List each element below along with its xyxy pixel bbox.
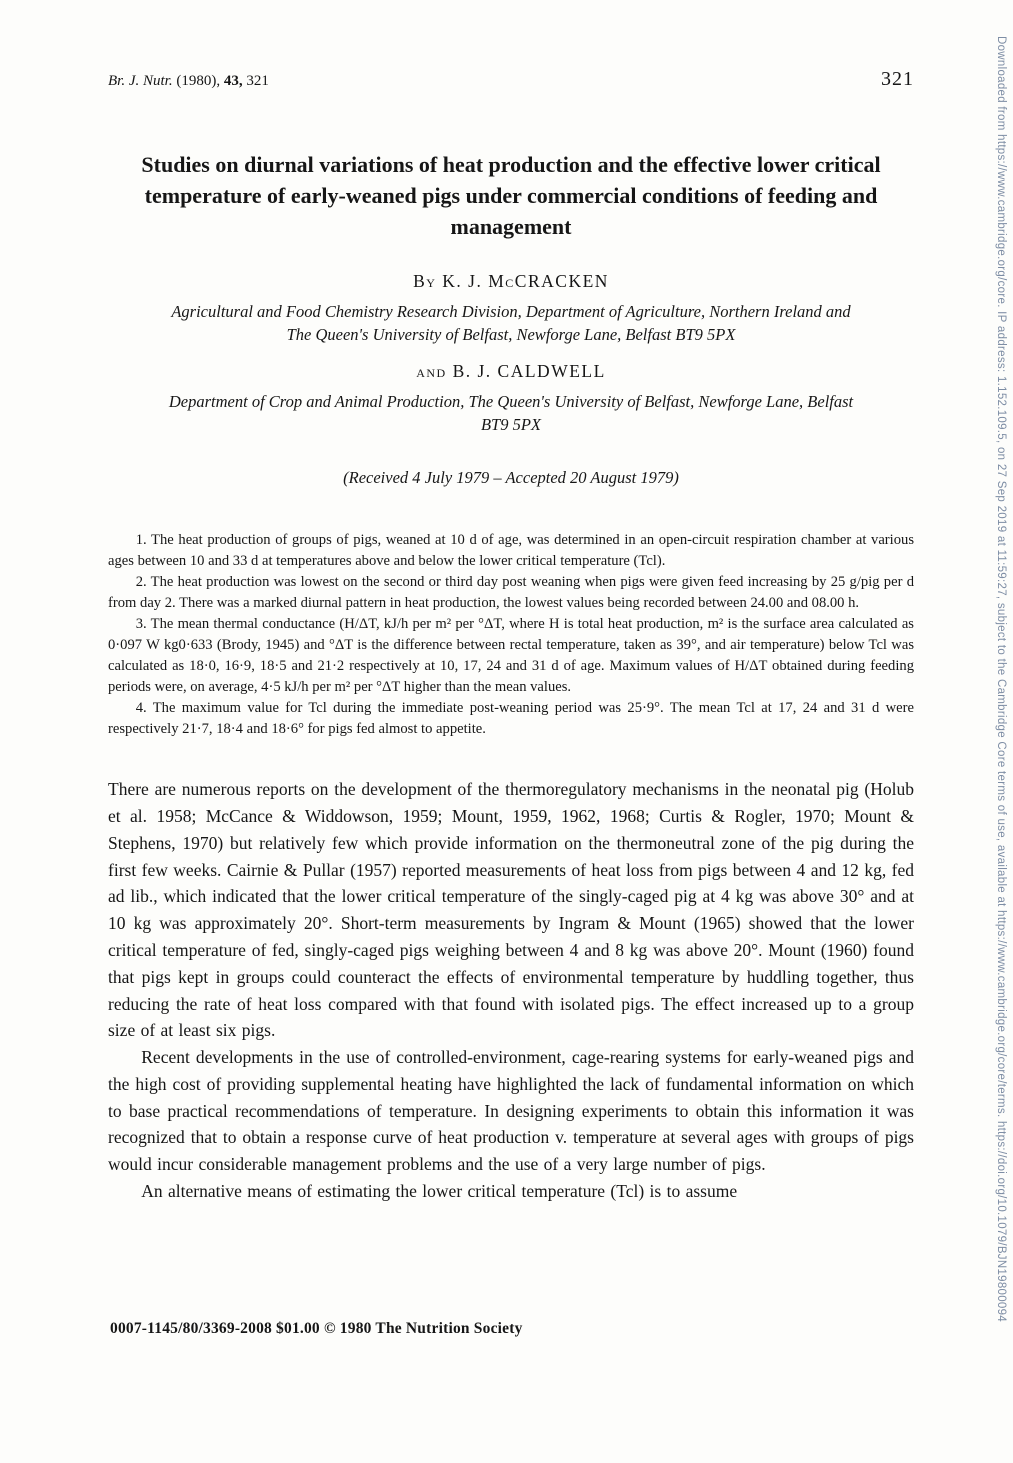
author-byline-2: and B. J. CALDWELL (416, 360, 606, 381)
journal-reference (108, 73, 269, 90)
download-watermark: Downloaded from https://www.cambridge.org/core. IP address: 1.152.109.5, on 27 Sep 2019 at 11:59:27, subject to the Cambridge Core terms of use, available at https://www.cambridge.org/core/terms. https://doi.org/10.1079/BJN19800094 (995, 36, 1007, 1323)
abstract-section (108, 530, 914, 740)
body-paragraph: Recent developments in the use of controlled-environment, cage-rearing systems for early-weaned pigs and the high cost of providing supplemental heating have highlighted the lack of fundamental information on which to base practical recommendations of temperature. In designing experiments to obtain this information it was recognized that to obtain a response curve of heat production v. temperature at several ages with groups of pigs would incur considerable management problems and the use of a very large number of pigs. (108, 1047, 914, 1175)
article-title: Studies on diurnal variations of heat production and the effective lower critical temperature of early-weaned pigs under commercial conditions of feeding and management (141, 152, 881, 240)
journal-year: (1980), (176, 73, 221, 89)
page-content (108, 0, 914, 1205)
body-paragraph: An alternative means of estimating the lower critical temperature (Tcl) is to assume (141, 1180, 738, 1201)
journal-name: Br. J. Nutr. (108, 73, 173, 89)
abstract-point-2: 2. The heat production was lowest on the second or third day post weaning when pigs were given feed increasing by 25 g/pig per d from day 2. There was a marked diurnal pattern in heat production, the lowest values being recorded between 24.00 and 08.00 h. (108, 574, 914, 612)
received-accepted-dates: (Received 4 July 1979 – Accepted 20 August 1979) (343, 468, 679, 488)
page-header (108, 68, 914, 91)
body-paragraph: There are numerous reports on the development of the thermoregulatory mechanisms in the neonatal pig (Holub et al. 1958; McCance & Widdowson, 1959; Mount, 1959, 1962, 1968; Curtis & Rogler, 1970; Mount & Stephens, 1970) but relatively few which provide information on the thermoneutral zone of the pig during the first few weeks. Cairnie & Pullar (1957) reported measurements of heat loss from pigs between 4 and 12 kg, fed ad lib., which indicated that the lower critical temperature of the singly-caged pig at 4 kg was above 30° and at 10 kg was approximately 20°. Short-term measurements by Ingram & Mount (1965) showed that the lower critical temperature of fed, singly-caged pigs weighing between 4 and 8 kg was above 20°. Mount (1960) found that pigs kept in groups could counteract the effects of environmental temperature by huddling together, thus reducing the rate of heat loss compared with that found with isolated pigs. The effect increased up to a group size of at least six pigs. (108, 779, 914, 1041)
affiliation-1: Agricultural and Food Chemistry Research Division, Department of Agriculture, Northern Ireland and The Queen's University of Belfast, Newforge Lane, Belfast BT9 5PX (171, 301, 851, 345)
abstract-point-1: 1. The heat production of groups of pigs, weaned at 10 d of age, was determined in an open-circuit respiration chamber at various ages between 10 and 33 d at temperatures above and below the lower critical temperature (Tcl). (108, 532, 914, 570)
abstract-point-3: 3. The mean thermal conductance (H/ΔT, kJ/h per m² per °ΔT, where H is total heat production, m² is the surface area calculated as 0·097 W kg0·633 (Brody, 1945) and °ΔT is the difference between rectal temperature, taken as 39°, and air temperature) below Tcl was calculated as 18·0, 16·9, 18·5 and 21·2 respectively at 10, 17, 24 and 31 d of age. Maximum values of H/ΔT obtained during feeding periods were, on average, 4·5 kJ/h per m² per °ΔT higher than the mean values. (108, 616, 914, 696)
affiliation-2: Department of Crop and Animal Production, The Queen's University of Belfast, Newforge Lane, Belfast BT9 5PX (168, 391, 854, 434)
abstract-point-4: 4. The maximum value for Tcl during the immediate post-weaning period was 25·9°. The mean Tcl at 17, 24 and 31 d were respectively 21·7, 18·4 and 18·6° for pigs fed almost to appetite. (108, 700, 914, 738)
journal-first-page: 321 (246, 73, 269, 89)
article-body (108, 776, 914, 1204)
author-byline-1: By K. J. McCRACKEN (413, 270, 609, 291)
copyright-imprint: 0007-1145/80/3369-2008 $01.00 © 1980 The Nutrition Society (110, 1320, 523, 1337)
page-number: 321 (881, 68, 914, 90)
journal-volume: 43, (223, 73, 243, 89)
